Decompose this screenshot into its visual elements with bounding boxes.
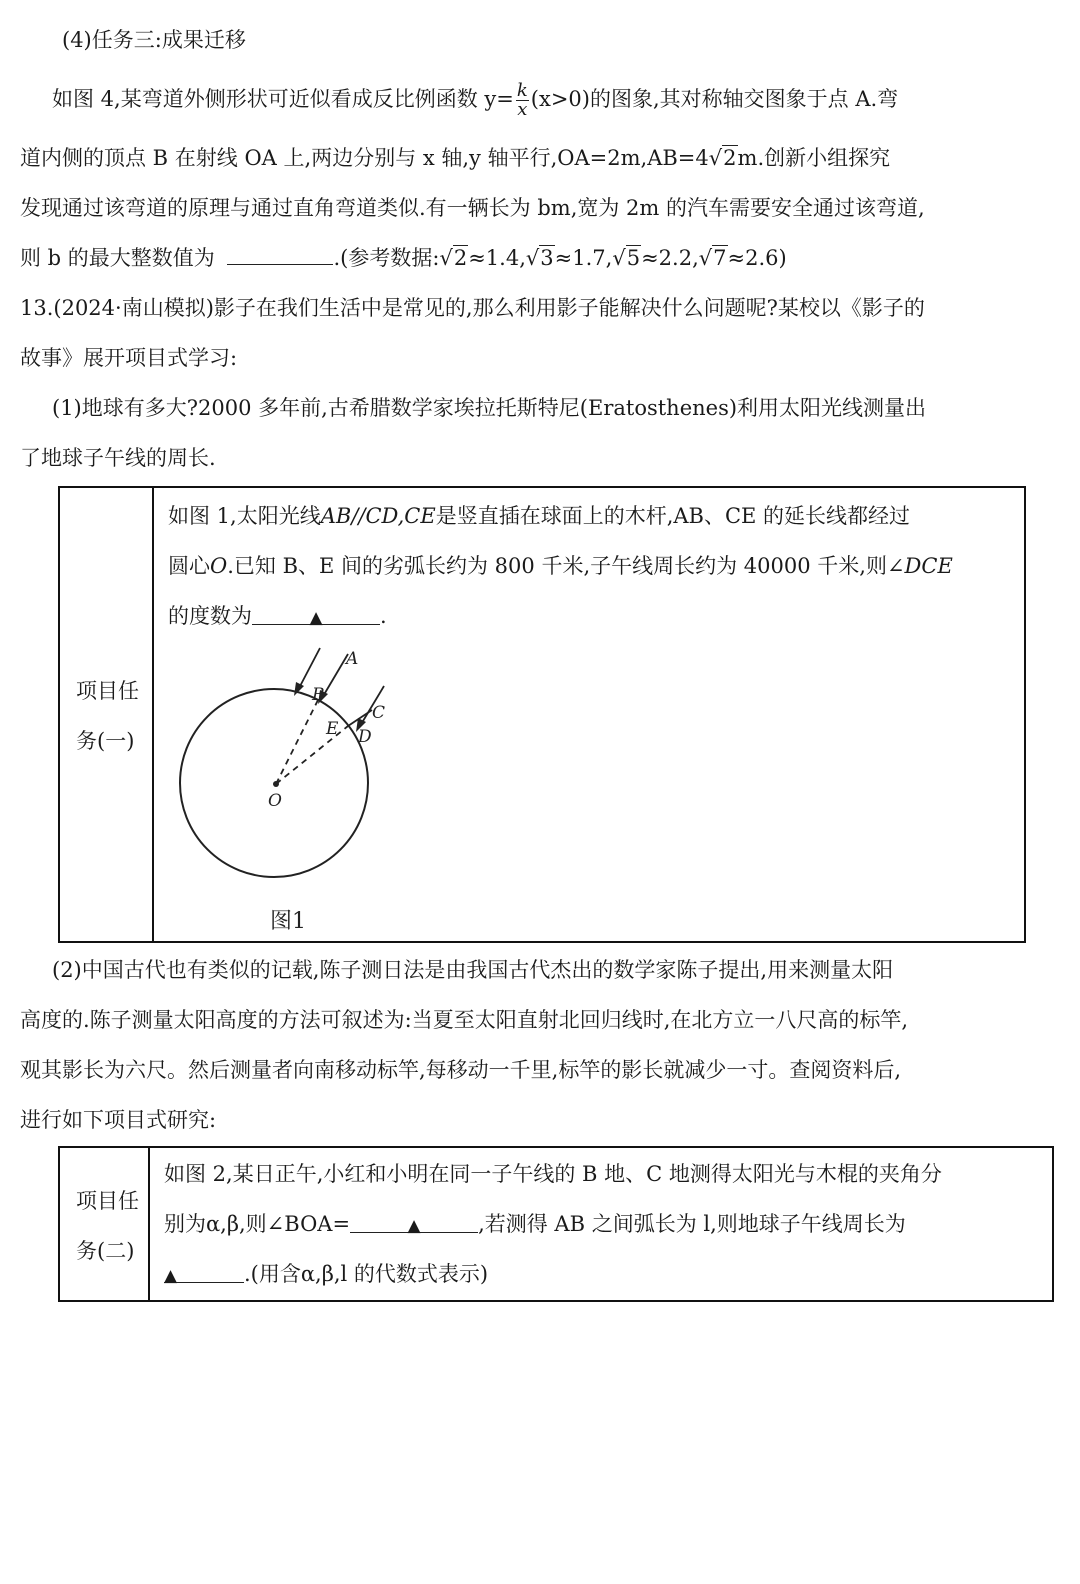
- task2-text-line3: [164, 1258, 488, 1290]
- part2-line1: (2)中国古代也有类似的记载,陈子测日法是由我国古代杰出的数学家陈子提出,用来测量太阳: [52, 958, 894, 982]
- label-b: B: [312, 685, 325, 705]
- label-o: O: [268, 791, 282, 811]
- part2-line4: 进行如下项目式研究:: [20, 1108, 217, 1132]
- fraction-numerator: k: [516, 80, 528, 101]
- part4-line4: [20, 242, 787, 274]
- task2-label-line2: 务(二): [76, 1239, 135, 1263]
- part1-line2: 了地球子午线的周长.: [20, 446, 216, 470]
- task1-label-line1: 项目任: [76, 679, 139, 703]
- part4-line1-post: (x>0)的图象,其对称轴交图象于点 A.弯: [530, 87, 899, 111]
- task2-table: [58, 1146, 1054, 1302]
- reference-data-label: .(参考数据:: [333, 246, 440, 270]
- answer-blank[interactable]: [252, 600, 380, 628]
- center-point: [273, 781, 279, 787]
- fraction-k-over-x: [516, 82, 529, 119]
- ref-radicand: 7: [713, 246, 727, 270]
- part4-line1-pre: 如图 4,某弯道外侧形状可近似看成反比例函数 y=: [52, 87, 514, 111]
- task1-text-line3: [168, 600, 387, 632]
- part4-line3: 发现通过该弯道的原理与通过直角弯道类似.有一辆长为 bm,宽为 2m 的汽车需要安全通过该弯道,: [20, 196, 925, 220]
- ref-sqrt-2: √2: [439, 246, 468, 270]
- task2-label-line1: 项目任: [76, 1189, 139, 1213]
- math-parallel: AB//CD,CE: [320, 504, 436, 528]
- sun-ray-ab: [322, 654, 348, 698]
- part4-line2: [20, 142, 890, 174]
- task1-text-e: 的度数为: [168, 604, 252, 628]
- task2-text-line2: [164, 1208, 906, 1240]
- task1-text-a: 如图 1,太阳光线: [168, 504, 321, 528]
- ref-value: ≈1.7,: [554, 246, 613, 270]
- ref-value: ≈1.4,: [468, 246, 526, 270]
- sqrt-expr: √2: [708, 146, 737, 170]
- answer-blank[interactable]: [350, 1208, 478, 1236]
- ref-radicand: 3: [540, 246, 554, 270]
- math-center-o: O: [210, 554, 228, 578]
- figure-1: [160, 638, 480, 938]
- answer-blank[interactable]: [227, 244, 333, 265]
- ref-value: ≈2.2,: [641, 246, 699, 270]
- part4-line2-a: 道内侧的顶点 B 在射线 OA 上,两边分别与 x 轴,y 轴平行,OA=2m,AB=4: [20, 146, 709, 170]
- fraction-denominator: x: [517, 99, 528, 120]
- triangle-marker: ▲: [407, 1216, 421, 1236]
- table-divider: [148, 1148, 150, 1300]
- task1-label-line2: 务(一): [76, 729, 135, 753]
- task1-text-c: 圆心: [168, 554, 210, 578]
- ref-value: ≈2.6): [727, 246, 787, 270]
- ref-radicand: 2: [453, 246, 468, 270]
- ref-sqrt-3: √3: [525, 246, 554, 270]
- answer-blank[interactable]: [164, 1258, 244, 1286]
- task1-table: [58, 486, 1026, 943]
- task2-text-line1: 如图 2,某日正午,小红和小明在同一子午线的 B 地、C 地测得太阳光与木棍的夹角分: [164, 1162, 942, 1186]
- math-angle-dce: ∠DCE: [886, 554, 953, 578]
- question-13-line1: 13.(2024·南山模拟)影子在我们生活中是常见的,那么利用影子能解决什么问题呢?某校以《影子的: [20, 296, 925, 320]
- label-c: C: [372, 703, 386, 723]
- part4-line2-b: m.创新小组探究: [737, 146, 891, 170]
- part4-line1: [52, 80, 898, 124]
- task3-heading: (4)任务三:成果迁移: [62, 28, 246, 52]
- label-d: D: [358, 727, 372, 747]
- part1-line1: (1)地球有多大?2000 多年前,古希腊数学家埃拉托斯特尼(Eratosthenes)利用太阳光线测量出: [52, 396, 927, 420]
- figure-caption: 图1: [270, 909, 306, 934]
- task1-period: .: [380, 604, 387, 628]
- ref-sqrt-5: √5: [612, 246, 641, 270]
- question-13-line2: 故事》展开项目式学习:: [20, 346, 238, 370]
- ref-radicand: 5: [626, 246, 641, 270]
- dashed-ob: [276, 700, 318, 784]
- sqrt-radicand: 2: [723, 146, 737, 170]
- ref-sqrt-7: √7: [698, 246, 727, 270]
- task2-text-c: .(用含α,β,l 的代数式表示): [244, 1262, 489, 1286]
- task2-text-b: ,若测得 AB 之间弧长为 l,则地球子午线周长为: [478, 1212, 906, 1236]
- task1-text-line1: [168, 500, 910, 532]
- part4-line4-a: 则 b 的最大整数值为: [20, 246, 215, 270]
- task2-text-a: 别为α,β,则∠BOA=: [164, 1212, 351, 1236]
- task1-text-line2: [168, 550, 953, 582]
- triangle-marker: ▲: [309, 608, 323, 628]
- table-divider: [152, 488, 154, 941]
- part2-line3: 观其影长为六尺。然后测量者向南移动标竿,每移动一千里,标竿的影长就减少一寸。查阅资料后,: [20, 1058, 902, 1082]
- part2-line2: 高度的.陈子测量太阳高度的方法可叙述为:当夏至太阳直射北回归线时,在北方立一八尺高的标竿,: [20, 1008, 909, 1032]
- label-e: E: [326, 719, 339, 739]
- triangle-marker: ▲: [164, 1266, 178, 1286]
- task1-text-d: .已知 B、E 间的劣弧长约为 800 千米,子午线周长约为 40000 千米,则: [227, 554, 887, 578]
- label-a: A: [346, 649, 359, 669]
- sun-ray-left: [298, 648, 320, 690]
- task1-text-b: 是竖直插在球面上的木杆,AB、CE 的延长线都经过: [435, 504, 911, 528]
